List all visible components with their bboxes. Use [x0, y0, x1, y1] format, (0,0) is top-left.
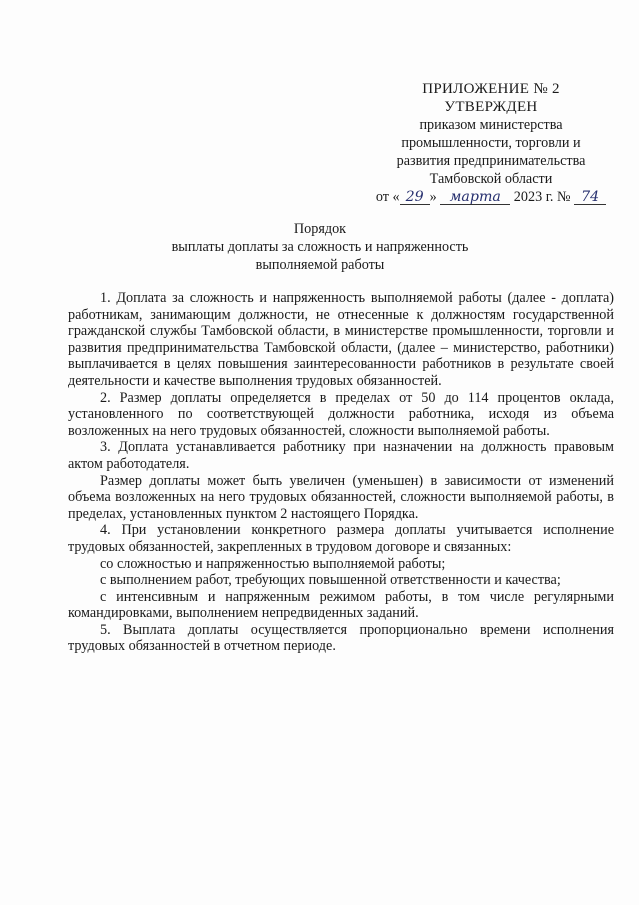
paragraph: 4. При установлении конкретного размера доплаты учитывается исполнение трудовых обязанностей, закрепленных в трудовом договоре и связанных:	[68, 522, 614, 555]
order-line: развития предпринимательства	[396, 153, 586, 169]
date-prefix: от «	[375, 189, 400, 205]
handwritten-month: марта	[440, 190, 510, 205]
document-heading	[100, 220, 540, 274]
order-line: приказом министерства	[419, 117, 563, 133]
document-title: Порядок	[293, 221, 347, 237]
paragraph: со сложностью и напряженностью выполняемой работы;	[100, 555, 446, 572]
document-subtitle-line: выплаты доплаты за сложность и напряженность	[171, 239, 469, 255]
order-line: Тамбовской области	[429, 171, 553, 187]
paragraph: 2. Размер доплаты определяется в пределах от 50 до 114 процентов оклада, установленного по соответствующей должности работника, исходя из объема возложенных на него трудовых обязанностей, сложности выполняемой работы.	[68, 389, 614, 439]
paragraph: Размер доплаты может быть увеличен (уменьшен) в зависимости от изменений объема возложенных на него трудовых обязанностей, сложности выполняемой работы, в пределах, установленных пунктом 2 настоящего Порядка.	[68, 472, 614, 522]
date-quote-close: »	[429, 189, 437, 205]
paragraph: с выполнением работ, требующих повышенной ответственности и качества;	[100, 572, 561, 589]
paragraph: 3. Доплата устанавливается работнику при назначении на должность правовым актом работодателя.	[68, 439, 614, 472]
order-date-line	[360, 188, 622, 206]
document-subtitle-line: выполняемой работы	[255, 257, 385, 273]
document-body	[68, 290, 614, 655]
approval-block	[360, 80, 622, 206]
paragraph: 1. Доплата за сложность и напряженность выполняемой работы (далее - доплата) работникам, занимающим должности, не отнесенные к должностям государственной гражданской службы Тамбовской области, в министерстве промышленности, торговли и развития предпринимательства Тамбовской области, (далее – министерство, работники) выплачивается в целях повышения заинтересованности работников в результате своей деятельности и качестве выполнения трудовых обязанностей.	[68, 290, 614, 389]
paragraph: 5. Выплата доплаты осуществляется пропорционально времени исполнения трудовых обязанностей в отчетном периоде.	[68, 621, 614, 655]
order-line: промышленности, торговли и	[401, 135, 581, 151]
date-year: 2023 г. №	[513, 189, 571, 205]
handwritten-order-number: 74	[574, 190, 606, 205]
appendix-title: ПРИЛОЖЕНИЕ № 2	[422, 81, 560, 97]
approved-label: УТВЕРЖДЕН	[444, 99, 538, 115]
paragraph: с интенсивным и напряженным режимом работы, в том числе регулярными командировками, выполнением непредвиденных заданий.	[68, 588, 614, 622]
handwritten-day: 29	[400, 190, 430, 205]
